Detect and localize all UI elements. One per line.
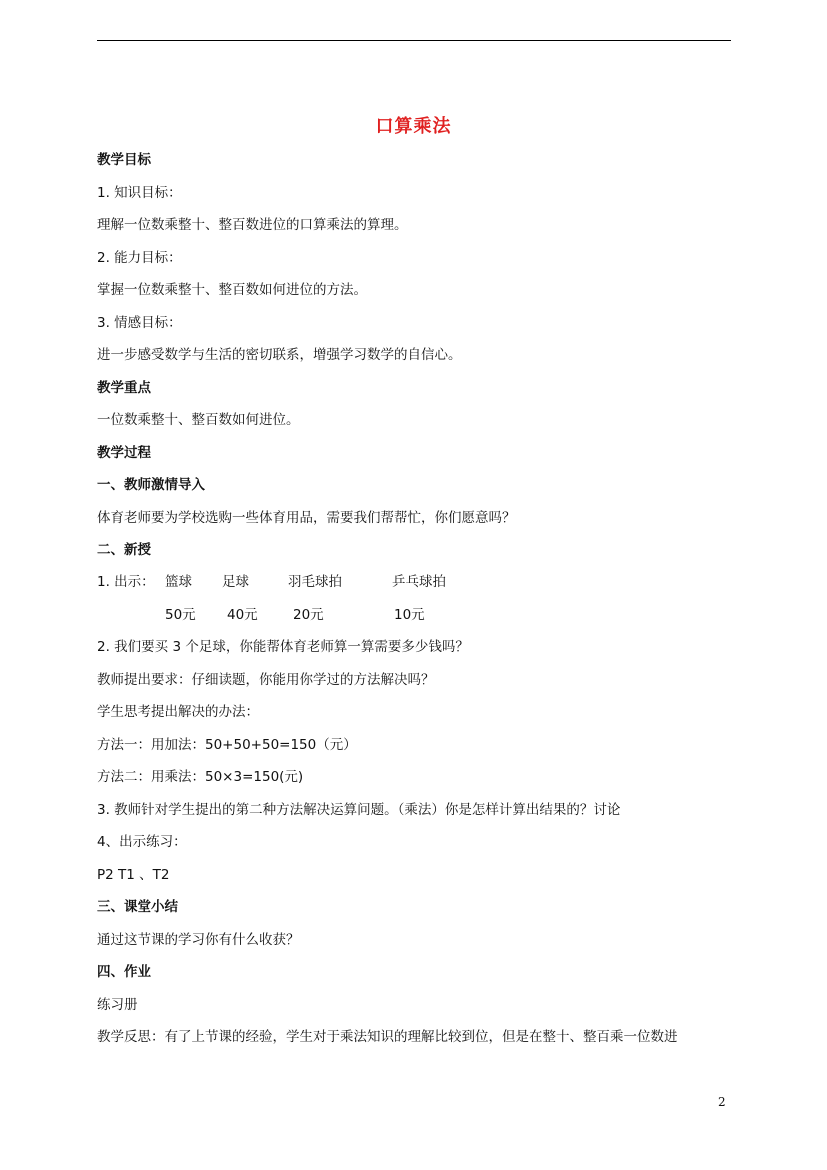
paragraph: 掌握一位数乘整十、整百数如何进位的方法。 bbox=[97, 282, 367, 298]
header-rule bbox=[97, 40, 731, 41]
document-title: 口算乘法 bbox=[375, 116, 452, 137]
show-prefix: 1. 出示： bbox=[97, 574, 155, 590]
price-pingpong-paddle: 10元 bbox=[394, 607, 425, 623]
section-heading: 二、新授 bbox=[97, 542, 151, 558]
price-football: 40元 bbox=[227, 607, 258, 623]
paragraph: 体育老师要为学校选购一些体育用品，需要我们帮帮忙，你们愿意吗？ bbox=[97, 510, 516, 526]
paragraph: 通过这节课的学习你有什么收获？ bbox=[97, 932, 300, 948]
section-heading: 三、课堂小结 bbox=[97, 899, 178, 915]
paragraph: P2 T1 、T2 bbox=[97, 867, 170, 883]
paragraph: 理解一位数乘整十、整百数进位的口算乘法的算理。 bbox=[97, 217, 408, 233]
item-badminton-racket: 羽毛球拍 bbox=[288, 574, 342, 590]
section-heading: 一、教师激情导入 bbox=[97, 477, 205, 493]
paragraph: 2. 能力目标： bbox=[97, 250, 182, 266]
heading-key-points: 教学重点 bbox=[97, 380, 151, 396]
paragraph: 1. 知识目标： bbox=[97, 185, 182, 201]
item-football: 足球 bbox=[222, 574, 249, 590]
paragraph: 4、出示练习： bbox=[97, 834, 187, 850]
paragraph: 方法二：用乘法：50×3=150(元) bbox=[97, 769, 304, 785]
paragraph: 教师提出要求：仔细读题，你能用你学过的方法解决吗？ bbox=[97, 672, 435, 688]
paragraph: 一位数乘整十、整百数如何进位。 bbox=[97, 412, 300, 428]
paragraph: 方法一：用加法：50+50+50=150（元） bbox=[97, 737, 357, 753]
paragraph: 3. 情感目标： bbox=[97, 315, 182, 331]
paragraph: 3. 教师针对学生提出的第二种方法解决运算问题。（乘法）你是怎样计算出结果的？讨论 bbox=[97, 802, 621, 818]
price-badminton-racket: 20元 bbox=[293, 607, 324, 623]
paragraph: 进一步感受数学与生活的密切联系，增强学习数学的自信心。 bbox=[97, 347, 462, 363]
price-basketball: 50元 bbox=[165, 607, 196, 623]
paragraph: 教学反思：有了上节课的经验，学生对于乘法知识的理解比较到位，但是在整十、整百乘一位数进 bbox=[97, 1029, 678, 1045]
item-basketball: 篮球 bbox=[165, 574, 192, 590]
paragraph: 练习册 bbox=[97, 997, 138, 1013]
section-heading: 四、作业 bbox=[97, 964, 151, 980]
item-pingpong-paddle: 乒乓球拍 bbox=[392, 574, 446, 590]
heading-objectives: 教学目标 bbox=[97, 152, 151, 168]
heading-process: 教学过程 bbox=[97, 445, 151, 461]
paragraph: 学生思考提出解决的办法： bbox=[97, 704, 259, 720]
paragraph: 2. 我们要买 3 个足球，你能帮体育老师算一算需要多少钱吗？ bbox=[97, 639, 469, 655]
page-number: 2 bbox=[718, 1095, 726, 1109]
